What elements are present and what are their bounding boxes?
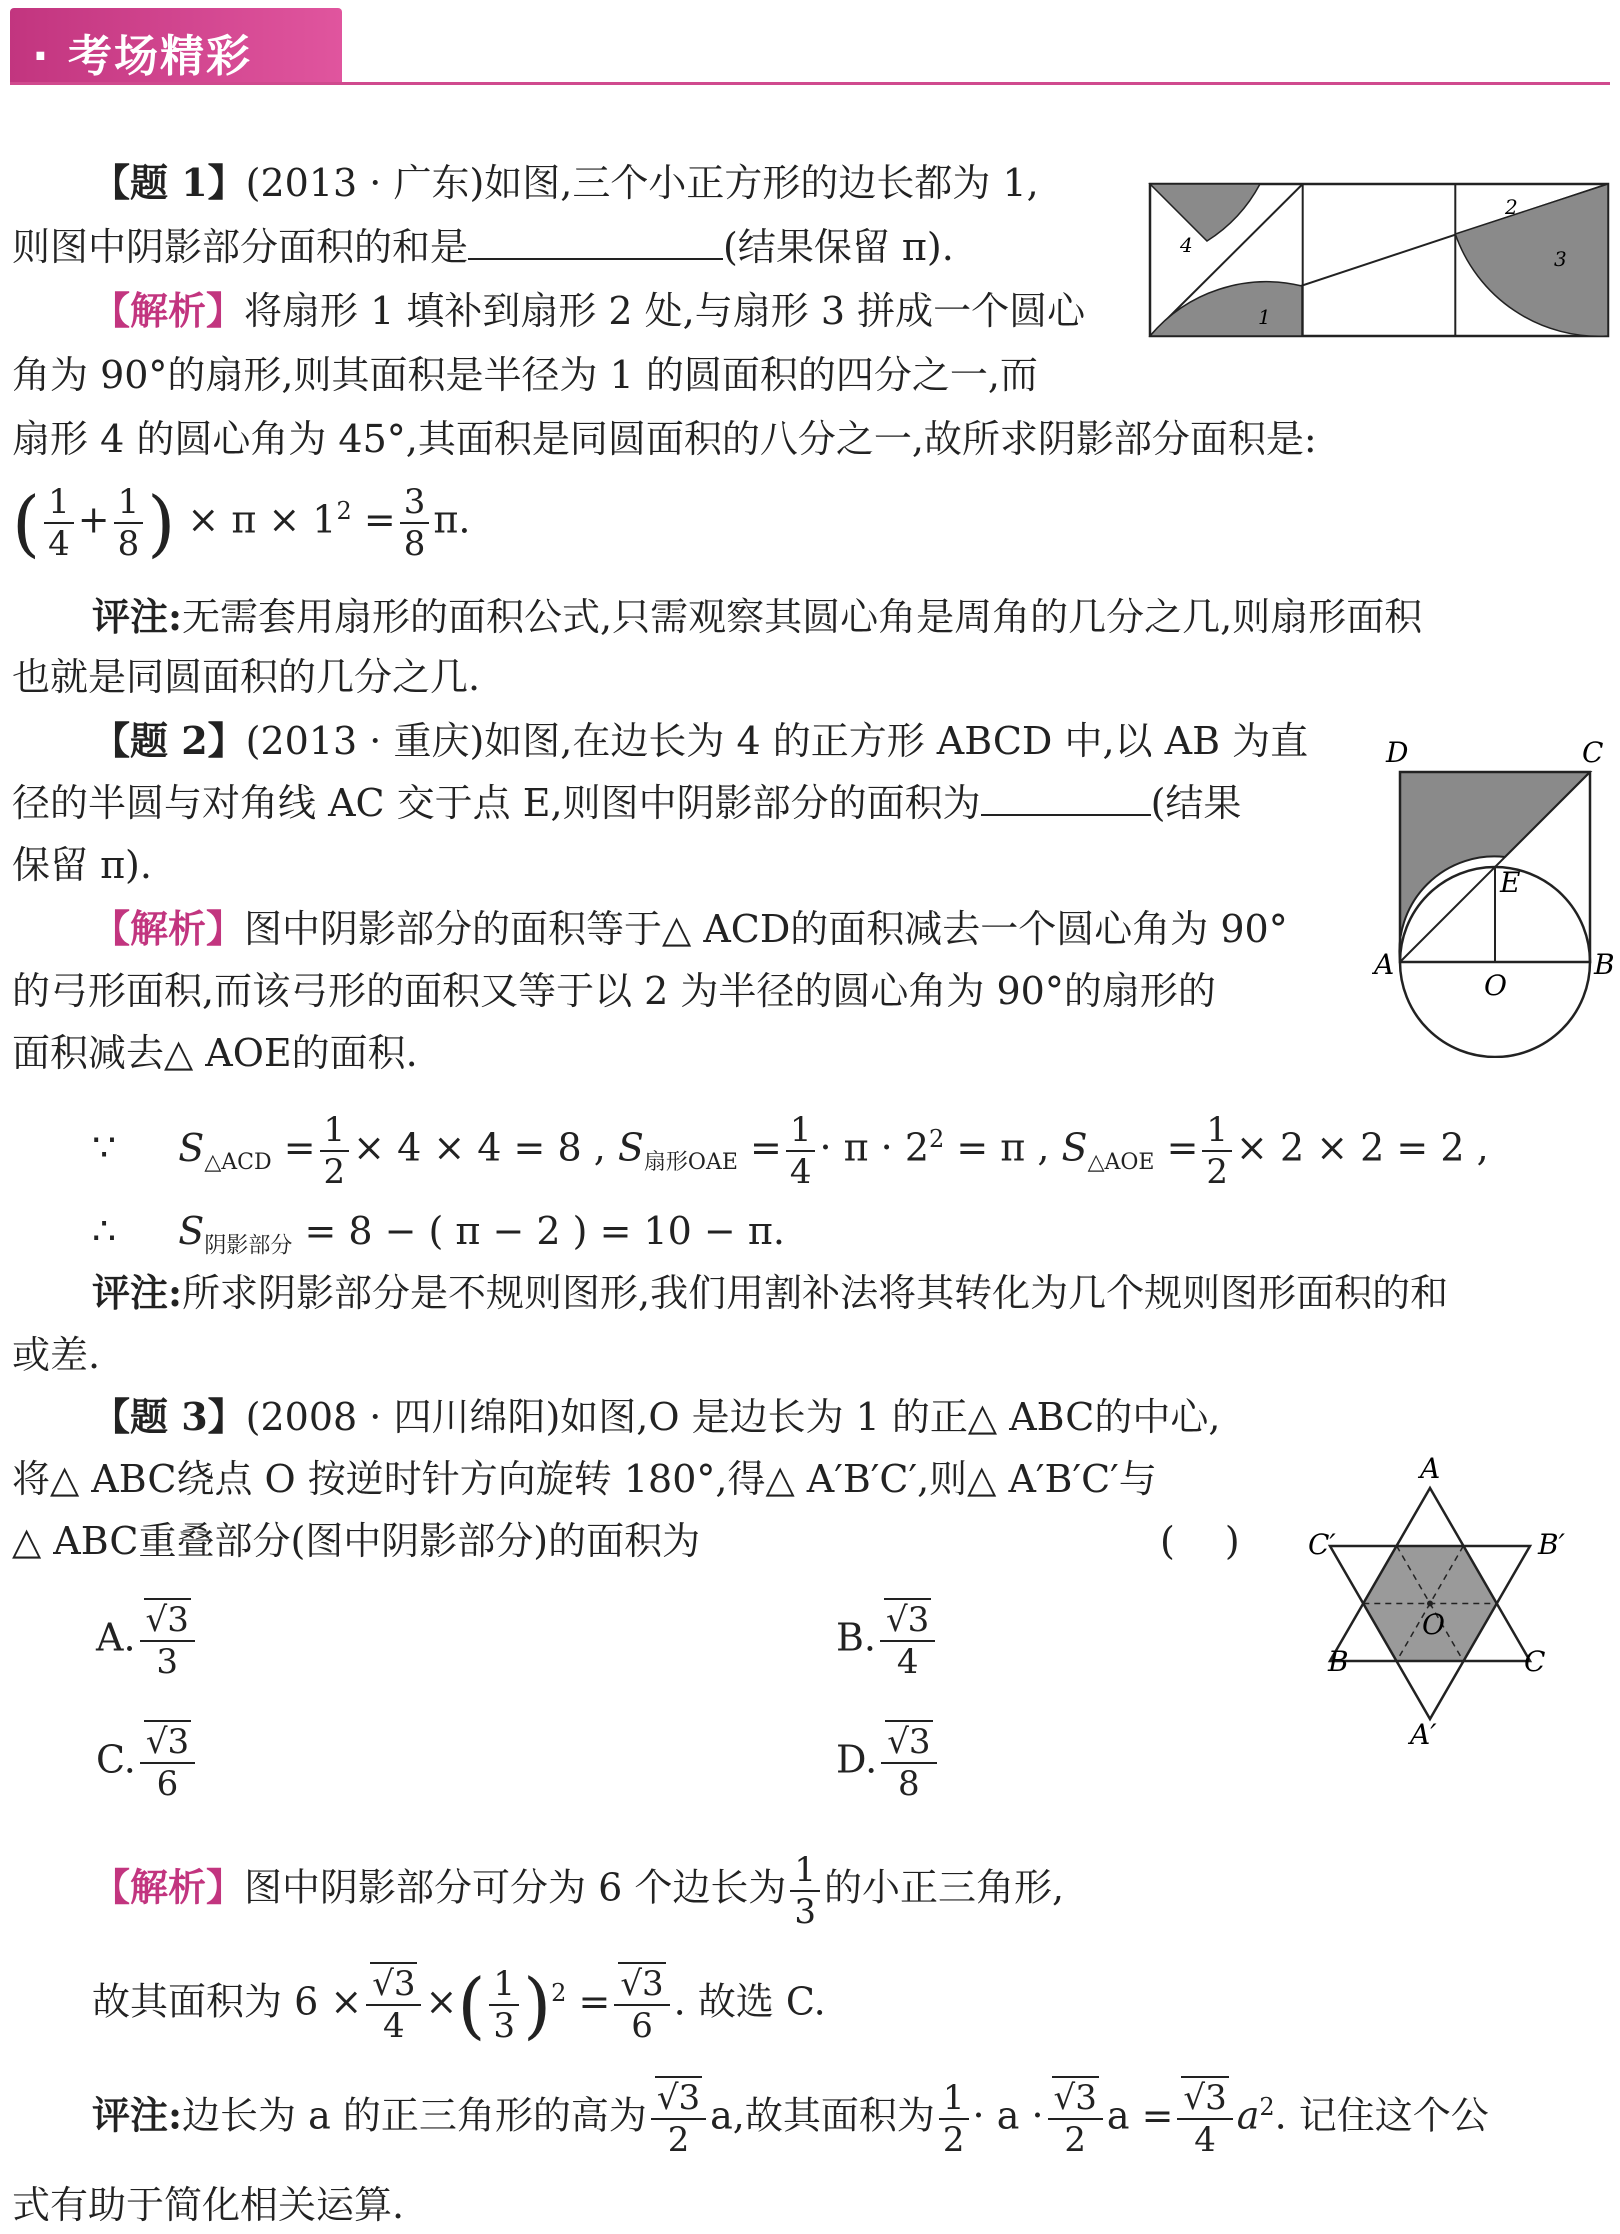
paren-right-2: ) [523, 1963, 552, 2047]
frac-1-4: $\frac{1}{4}$ [44, 482, 74, 564]
q3-analysis-line2 [92, 1964, 826, 2054]
q1-a3: 扇形 4 的圆心角为 45°,其面积是同圆面积的八分之一,故所求阴影部分面积是: [12, 417, 1317, 461]
fig3-label-O: O [1422, 1608, 1445, 1641]
q2-f1-s: S [178, 1125, 205, 1170]
fig1-label-2: 2 [1505, 195, 1518, 219]
q1-figure [1148, 182, 1610, 340]
q1-a1: 将扇形 1 填补到扇形 2 处,与扇形 3 拼成一个圆心 [244, 289, 1086, 333]
q3-c1c: · a · [972, 2093, 1044, 2138]
q3-answer-paren: ( ) [1160, 1519, 1240, 1563]
q2-analysis-label: 【解析】 [92, 906, 245, 951]
q1-answer-blank [468, 228, 723, 260]
option-d-key: D. [836, 1737, 878, 1782]
q1-analysis-label: 【解析】 [92, 288, 245, 333]
q3-a2b: × [425, 1979, 458, 2024]
frac-1-8: $\frac{1}{8}$ [114, 482, 144, 564]
q2-comment-line1 [92, 1268, 1448, 1318]
fig1-label-4: 4 [1180, 233, 1193, 257]
q2-f4-rest: = 8 − ( π − 2 ) = 10 − π. [304, 1209, 785, 1253]
fig2-label-C: C [1582, 736, 1604, 769]
fig2-label-E: E [1500, 866, 1521, 899]
q3-comment-line1 [92, 2078, 1489, 2168]
q1-comment-label: 评注: [92, 594, 183, 639]
q3-a1a: 图中阴影部分可分为 6 个边长为 [244, 1865, 787, 1910]
q2-source: (2013 · 重庆) [245, 719, 485, 763]
q3-a2c: = [578, 1979, 611, 2024]
fig1-label-1: 1 [1258, 305, 1271, 329]
q3-line1 [92, 1392, 1220, 1442]
option-b-frac: $\frac{√3}{4}$ [880, 1600, 935, 1682]
q2-f2-s: S [617, 1125, 644, 1170]
q2-f2-sq: 2 [929, 1124, 945, 1153]
q1-f-sq: 2 [336, 496, 352, 525]
option-d-frac: $\frac{√3}{8}$ [881, 1722, 936, 1804]
q3-a2-sq: 2 [551, 1978, 567, 2007]
q1-line1 [92, 158, 1039, 208]
option-c-key: C. [96, 1737, 136, 1782]
q3-source: (2008 · 四川绵阳) [245, 1395, 561, 1439]
q3-analysis-label: 【解析】 [92, 1864, 245, 1910]
q2-line1 [92, 716, 1308, 766]
q2-f3-rest: × 2 × 2 = 2 , [1236, 1125, 1489, 1170]
q3-option-c[interactable] [96, 1722, 199, 1812]
q3-comment-label: 评注: [92, 2092, 183, 2138]
fig3-label-C-prime: C′ [1308, 1528, 1336, 1561]
q2-c2: 或差. [12, 1333, 101, 1377]
q3-c1-sq: 2 [1259, 2092, 1275, 2121]
q2-f2-sub: 扇形OAE [643, 1150, 738, 1176]
fig3-label-B: B [1328, 1645, 1349, 1678]
q1-analysis-line1 [92, 286, 1085, 336]
option-a-frac: $\frac{√3}{3}$ [140, 1600, 195, 1682]
q3-t2: 将△ ABC绕点 O 按逆时针方向旋转 180°,得△ A′B′C′,则△ A′B′C′与 [12, 1457, 1157, 1501]
frac-sqrt3-2: $\frac{√3}{2}$ [651, 2078, 706, 2160]
q1-text1: 如图,三个小正方形的边长都为 1, [484, 161, 1039, 205]
q2-formula2 [92, 1206, 785, 1272]
q3-figure [1300, 1408, 1600, 1758]
q2-f1-rest: × 4 × 4 = 8 , [353, 1125, 606, 1170]
q3-option-b[interactable] [836, 1600, 939, 1690]
frac-1-3b: $\frac{1}{3}$ [489, 1964, 519, 2046]
q2-line2 [12, 778, 1241, 828]
q2-analysis-line1 [92, 904, 1288, 954]
q3-c1b: a,故其面积为 [710, 2093, 935, 2138]
q2-f4-s: S [178, 1209, 205, 1253]
q3-a2d: . 故选 C. [673, 1979, 826, 2024]
q2-comment-label: 评注: [92, 1270, 183, 1315]
frac-sqrt3-6: $\frac{√3}{6}$ [614, 1964, 669, 2046]
q1-f-pi: π. [433, 497, 471, 542]
paren-left-2: ( [457, 1963, 486, 2047]
q3-option-d[interactable] [836, 1722, 941, 1812]
q1-a2: 角为 90°的扇形,则其面积是半径为 1 的圆面积的四分之一,而 [12, 353, 1038, 397]
fig3-label-A: A [1420, 1452, 1441, 1485]
fig2-label-O: O [1484, 969, 1507, 1002]
q2-f4-sub: 阴影部分 [204, 1233, 293, 1259]
q1-c1: 无需套用扇形的面积公式,只需观察其圆心角是周角的几分之几,则扇形面积 [182, 595, 1423, 639]
header-rule [10, 82, 1610, 85]
q2-a3: 面积减去△ AOE的面积. [12, 1031, 418, 1075]
therefore-symbol: ∴ [92, 1209, 117, 1253]
q2-answer-blank [981, 784, 1151, 816]
q2-t3: 保留 π). [12, 843, 152, 887]
fig1-label-3: 3 [1554, 247, 1567, 271]
fig3-label-A-prime: A′ [1410, 1718, 1437, 1751]
section-banner [10, 8, 342, 82]
q2-c1: 所求阴影部分是不规则图形,我们用割补法将其转化为几个规则图形面积的和 [182, 1271, 1449, 1315]
q1-f-mult: × π × 1 [187, 497, 337, 542]
frac-sqrt3-2b: $\frac{√3}{2}$ [1048, 2078, 1103, 2160]
frac-1-4b: $\frac{1}{4}$ [786, 1110, 816, 1192]
q2-formula1: ∵ $S_{\triangle ACD}$ = $\frac{1}{2}$ × 4 × 4 = 8 , $S_{扇形OAE}$ = $\frac{1}{4}$ · $\pi \cdot 2^2 = \pi$ , $S_{\triangle AOE}$ = $\frac{1}{2}$ × 2 × 2 = 2 , [92, 1110, 1489, 1192]
q3-c1f: . 记住这个公 [1274, 2093, 1489, 2138]
q2-t2b: (结果 [1150, 781, 1242, 825]
q1-f-eq: = [363, 497, 396, 542]
fig3-label-C: C [1524, 1645, 1546, 1678]
fig3-label-B-prime: B′ [1538, 1528, 1565, 1561]
q3-c1e: a [1236, 2093, 1260, 2138]
q3-option-a[interactable] [96, 1600, 199, 1690]
q2-a2: 的弓形面积,而该弓形的面积又等于以 2 为半径的圆心角为 90°的扇形的 [12, 969, 1216, 1013]
q2-t1: 如图,在边长为 4 的正方形 ABCD 中,以 AB 为直 [484, 719, 1309, 763]
q2-f3-sub: △AOE [1087, 1150, 1155, 1176]
q3-a1b: 的小正三角形, [824, 1865, 1065, 1910]
q1-source: (2013 · 广东) [245, 161, 485, 205]
fig2-label-D: D [1386, 736, 1409, 769]
q1-formula: ( $\frac{1}{4}$ + $\frac{1}{8}$ ) × $\pi \times 1^2$ = $\frac{3}{8}$ π. [12, 481, 471, 565]
frac-3-8: $\frac{3}{8}$ [400, 482, 430, 564]
q3-t3: △ ABC重叠部分(图中阴影部分)的面积为 [12, 1519, 701, 1563]
q3-t1: 如图,O 是边长为 1 的正△ ABC的中心, [560, 1395, 1221, 1439]
section-title: · 考场精彩 [32, 31, 253, 82]
fig2-label-B: B [1594, 948, 1615, 981]
q3-c1a: 边长为 a 的正三角形的高为 [182, 2093, 647, 2138]
q2-f3-s: S [1061, 1125, 1088, 1170]
q3-c1d: a = [1106, 2093, 1174, 2138]
option-a-key: A. [96, 1615, 136, 1660]
q1-c2: 也就是同圆面积的几分之几. [12, 655, 481, 699]
q3-c2: 式有助于简化相关运算. [12, 2183, 405, 2227]
q3-label: 【题 3】 [92, 1394, 246, 1439]
q3-analysis-line1 [92, 1850, 1064, 1930]
frac-1-2b: $\frac{1}{2}$ [1202, 1110, 1232, 1192]
because-symbol: ∵ [92, 1125, 117, 1170]
frac-sqrt3-4b: $\frac{√3}{4}$ [1177, 2078, 1232, 2160]
paren-left: ( [12, 481, 41, 565]
q2-figure [1372, 730, 1620, 1058]
option-b-key: B. [836, 1615, 877, 1660]
frac-sqrt3-4: $\frac{√3}{4}$ [366, 1964, 421, 2046]
q3-a2a: 故其面积为 6 × [92, 1979, 363, 2024]
q2-f2-rest: · π · 2 [819, 1125, 930, 1170]
fig2-label-A: A [1374, 948, 1395, 981]
q1-text2b: (结果保留 π). [723, 225, 954, 269]
frac-1-2c: $\frac{1}{2}$ [939, 2078, 969, 2160]
q1-comment-line1 [92, 592, 1422, 642]
q2-t2a: 径的半圆与对角线 AC 交于点 E,则图中阴影部分的面积为 [12, 781, 981, 825]
q1-text2a: 则图中阴影部分面积的和是 [12, 225, 469, 269]
q2-label: 【题 2】 [92, 718, 246, 763]
q2-f1-sub: △ACD [204, 1150, 272, 1176]
q1-label: 【题 1】 [92, 160, 246, 205]
q2-a1: 图中阴影部分的面积等于△ ACD的面积减去一个圆心角为 90° [244, 907, 1288, 951]
q2-f2-end: = π , [944, 1125, 1050, 1170]
paren-right: ) [147, 481, 176, 565]
option-c-frac: $\frac{√3}{6}$ [140, 1722, 195, 1804]
frac-1-2: $\frac{1}{2}$ [320, 1110, 350, 1192]
frac-1-3: $\frac{1}{3}$ [790, 1850, 820, 1932]
q1-line2 [12, 222, 954, 272]
